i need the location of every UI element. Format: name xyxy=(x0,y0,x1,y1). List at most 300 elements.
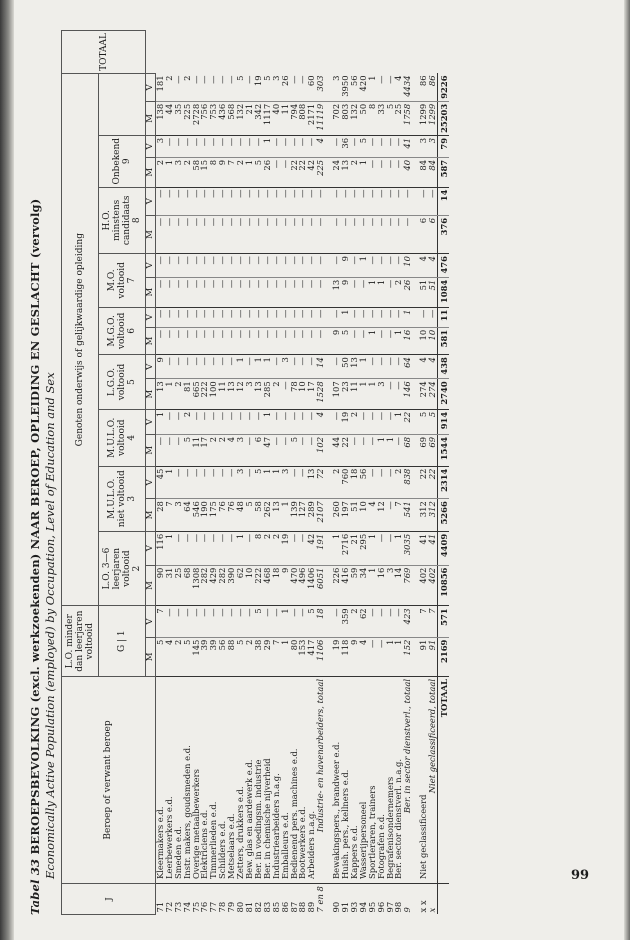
male-value: 753 xyxy=(209,101,218,135)
female-value: 41 xyxy=(428,531,437,565)
occupation-code: 93 xyxy=(348,901,359,913)
male-value: — xyxy=(281,157,290,187)
male-value: — xyxy=(386,157,395,187)
male-value: 11 xyxy=(218,379,227,409)
male-value: — xyxy=(263,277,272,307)
female-value: — xyxy=(174,254,183,278)
male-value: 2 xyxy=(272,379,281,409)
female-value: — xyxy=(183,254,192,278)
male-value: — xyxy=(192,327,201,354)
female-value: 359 xyxy=(341,606,350,637)
male-value: — xyxy=(155,327,164,354)
female-value: 2716 xyxy=(341,531,350,565)
occupation-label: Bewakingspers., brandweer e.d. xyxy=(332,677,341,884)
female-value: — xyxy=(183,355,192,379)
female-value: — xyxy=(290,187,299,215)
male-value: — xyxy=(359,327,368,354)
occupation-code: 77 xyxy=(208,901,219,913)
male-value: 225 xyxy=(183,101,192,135)
female-value: — xyxy=(386,187,395,215)
female-value: 13 xyxy=(307,466,316,499)
table-number: Tabel 33 xyxy=(28,858,42,915)
female-value: — xyxy=(316,187,325,215)
male-value: 58 xyxy=(192,157,201,187)
female-value: 5 xyxy=(263,73,272,101)
male-value: 38 xyxy=(254,637,263,676)
male-value: 274 xyxy=(419,379,428,409)
female-value: — xyxy=(174,355,183,379)
female-value: — xyxy=(272,254,281,278)
female-value: 41 xyxy=(419,531,428,565)
female-value: 1 xyxy=(359,254,368,278)
male-value: — xyxy=(290,215,299,253)
male-value: — xyxy=(165,277,174,307)
subtotal-row xyxy=(428,31,437,915)
occupation-label: Overige metaalbewerkers xyxy=(192,677,201,884)
female-value: — xyxy=(209,254,218,278)
female-value: — xyxy=(419,307,428,327)
male-value: — xyxy=(209,215,218,253)
male-value: — xyxy=(155,215,164,253)
male-value: 68 xyxy=(403,434,412,466)
female-value: 3 xyxy=(281,355,290,379)
male-value: — xyxy=(377,215,386,253)
male-value: 11 xyxy=(192,434,201,466)
female-value: — xyxy=(209,73,218,101)
female-value: 760 xyxy=(341,466,350,499)
male-value: 342 xyxy=(254,101,263,135)
female-value: 3035 xyxy=(403,531,412,565)
male-value: 33 xyxy=(377,101,386,135)
occupation-code: 75 xyxy=(190,901,201,913)
female-value: — xyxy=(263,254,272,278)
female-value: 1 xyxy=(368,73,377,101)
female-value: — xyxy=(341,187,350,215)
male-value: — xyxy=(183,277,192,307)
female-value: — xyxy=(183,466,192,499)
female-value: — xyxy=(245,466,254,499)
male-value: 17 xyxy=(307,379,316,409)
male-value: — xyxy=(281,277,290,307)
male-value: 312 xyxy=(419,499,428,532)
female-value: 5 xyxy=(428,409,437,434)
male-value: 102 xyxy=(316,434,325,466)
female-value: 116 xyxy=(155,531,164,565)
male-value: — xyxy=(386,215,395,253)
female-value: — xyxy=(350,307,359,327)
female-value: — xyxy=(290,135,299,157)
female-value: 1 xyxy=(359,355,368,379)
g-label: G xyxy=(116,644,127,653)
male-value: 10 xyxy=(298,379,307,409)
female-value: — xyxy=(307,355,316,379)
m-header: M xyxy=(146,379,156,409)
male-value: — xyxy=(290,277,299,307)
female-value: 42 xyxy=(307,531,316,565)
female-value: 914 xyxy=(438,409,449,434)
female-value: — xyxy=(368,187,377,215)
male-value: 6 xyxy=(254,434,263,466)
occupation-code: 72 xyxy=(163,901,174,913)
female-value: 19 xyxy=(281,531,290,565)
male-value: 1 xyxy=(394,637,403,676)
male-value: 10 xyxy=(359,499,368,532)
female-value: — xyxy=(290,254,299,278)
male-value: 5 xyxy=(183,434,192,466)
occupation-label: Bew. glas en aardewerk e.d. xyxy=(245,677,254,884)
male-value: 1 xyxy=(368,379,377,409)
female-value: — xyxy=(386,73,395,101)
male-value: — xyxy=(403,215,412,253)
male-value: 34 xyxy=(359,565,368,606)
female-value: — xyxy=(298,531,307,565)
female-value: 1 xyxy=(332,531,341,565)
female-value: 476 xyxy=(438,254,449,278)
occupation-code: 90 xyxy=(331,901,342,913)
female-value: 36 xyxy=(341,135,350,157)
male-value: — xyxy=(394,157,403,187)
female-value: — xyxy=(377,606,386,637)
male-value: 10 xyxy=(245,565,254,606)
female-value: 1 xyxy=(254,355,263,379)
male-value: — xyxy=(394,379,403,409)
female-value: — xyxy=(209,307,218,327)
male-value: 19 xyxy=(332,637,341,676)
male-value: 146 xyxy=(403,379,412,409)
male-value: 6051 xyxy=(316,565,325,606)
male-value: 1 xyxy=(281,499,290,532)
male-value: 2 xyxy=(174,379,183,409)
male-value: 39 xyxy=(200,637,209,676)
male-value: 51 xyxy=(350,499,359,532)
female-value: — xyxy=(245,355,254,379)
male-value: 29 xyxy=(263,637,272,676)
female-value: — xyxy=(307,409,316,434)
female-value: 1 xyxy=(281,606,290,637)
table-title xyxy=(28,25,42,915)
female-value: — xyxy=(272,187,281,215)
male-value: 285 xyxy=(263,379,272,409)
male-value: 175 xyxy=(209,499,218,532)
female-value: 4 xyxy=(316,135,325,157)
female-value: — xyxy=(332,409,341,434)
male-value: — xyxy=(307,327,316,354)
female-value: 423 xyxy=(403,606,412,637)
male-value: 1 xyxy=(377,434,386,466)
female-value: — xyxy=(192,73,201,101)
male-value: 7 xyxy=(227,157,236,187)
female-value: — xyxy=(307,254,316,278)
col2-label: L.O. 3—6 leerjaren voltooid xyxy=(102,547,132,590)
male-value: 16 xyxy=(403,327,412,354)
female-value: 8 xyxy=(254,531,263,565)
occupation-label: Bootwerkers e.d. xyxy=(298,677,307,884)
male-value: 1406 xyxy=(307,565,316,606)
male-value: — xyxy=(359,215,368,253)
female-value: — xyxy=(377,187,386,215)
col1-header: L.O. minder dan leerjaren voltooid xyxy=(62,606,99,677)
female-value: — xyxy=(377,254,386,278)
occupation-label: Smeden e.d. xyxy=(174,677,183,884)
occupation-label: Metselaars e.d. xyxy=(227,677,236,884)
female-value: — xyxy=(377,409,386,434)
female-value: — xyxy=(192,254,201,278)
page-edge xyxy=(624,0,630,940)
male-value: 2 xyxy=(350,157,359,187)
female-value: — xyxy=(174,187,183,215)
male-value: 26 xyxy=(263,157,272,187)
male-value: 44 xyxy=(332,434,341,466)
female-value: 13 xyxy=(350,355,359,379)
female-value: 838 xyxy=(403,466,412,499)
female-value: — xyxy=(394,307,403,327)
female-value: — xyxy=(290,409,299,434)
female-value: 1 xyxy=(272,466,281,499)
female-value: 1 xyxy=(263,135,272,157)
female-value: — xyxy=(245,409,254,434)
male-value: 88 xyxy=(227,637,236,676)
female-value: — xyxy=(368,355,377,379)
female-value: — xyxy=(155,307,164,327)
occupation-code: x xyxy=(427,907,438,913)
occupation-code: x x xyxy=(418,900,429,913)
female-value: — xyxy=(183,606,192,637)
female-value: — xyxy=(165,187,174,215)
male-value: 3 xyxy=(377,379,386,409)
col6-header xyxy=(99,307,146,355)
female-value: 4 xyxy=(419,355,428,379)
male-value: 3 xyxy=(236,434,245,466)
male-value: 5 xyxy=(290,434,299,466)
male-value: — xyxy=(200,277,209,307)
female-value: 1 xyxy=(263,466,272,499)
page-number: 99 xyxy=(571,868,590,883)
female-value: 2314 xyxy=(438,466,449,499)
female-value: — xyxy=(290,73,299,101)
female-value: 420 xyxy=(359,73,368,101)
male-value: 262 xyxy=(263,499,272,532)
male-value: 769 xyxy=(403,565,412,606)
male-value: — xyxy=(377,157,386,187)
v-header: V xyxy=(146,254,156,278)
occupation-code: 94 xyxy=(357,901,368,913)
female-value: 5 xyxy=(236,73,245,101)
male-value: — xyxy=(298,215,307,253)
female-value: 4 xyxy=(419,254,428,278)
male-value: 80 xyxy=(290,637,299,676)
male-value: 5 xyxy=(245,499,254,532)
male-value: 56 xyxy=(218,637,227,676)
female-value: 22 xyxy=(419,466,428,499)
female-value: — xyxy=(298,606,307,637)
col9-num: 9 xyxy=(122,158,132,165)
col7-num: 7 xyxy=(127,277,137,284)
v-header: V xyxy=(146,531,156,565)
total-row xyxy=(438,31,449,915)
male-value: 90 xyxy=(155,565,164,606)
male-value: 58 xyxy=(254,499,263,532)
male-value: 5 xyxy=(254,157,263,187)
female-value: — xyxy=(245,307,254,327)
male-value: — xyxy=(218,215,227,253)
occupation-label: Emballeurs e.d. xyxy=(281,677,290,884)
female-value: — xyxy=(386,355,395,379)
male-value: 8 xyxy=(209,157,218,187)
female-value: — xyxy=(350,254,359,278)
female-value: — xyxy=(332,254,341,278)
male-value: 1 xyxy=(377,277,386,307)
male-value: 5 xyxy=(155,637,164,676)
male-value: 152 xyxy=(403,637,412,676)
female-value: — xyxy=(307,307,316,327)
female-value: — xyxy=(394,254,403,278)
female-value: 18 xyxy=(350,466,359,499)
m-header: M xyxy=(146,565,156,606)
occupation-code: 97 xyxy=(384,901,395,913)
female-value: — xyxy=(350,187,359,215)
female-value: — xyxy=(209,187,218,215)
female-value: 14 xyxy=(316,355,325,379)
male-value: 2740 xyxy=(438,379,449,409)
male-value: — xyxy=(359,277,368,307)
male-value: 9 xyxy=(350,637,359,676)
female-value: — xyxy=(368,307,377,327)
male-value: — xyxy=(298,327,307,354)
male-value: — xyxy=(316,215,325,253)
female-value: — xyxy=(192,307,201,327)
table-title-main: BEROEPSBEVOLKING (excl. werkzoekenden) NAAR BEROEP, OPLEIDING EN GESLACHT (vervolg) xyxy=(28,198,42,855)
female-value: — xyxy=(394,606,403,637)
male-value: 1 xyxy=(165,379,174,409)
male-value: — xyxy=(200,215,209,253)
female-value: — xyxy=(298,135,307,157)
female-value: — xyxy=(281,135,290,157)
female-value: — xyxy=(254,254,263,278)
male-value: 13 xyxy=(272,499,281,532)
male-value: 5 xyxy=(341,327,350,354)
male-value: — xyxy=(316,327,325,354)
m-header: M xyxy=(146,277,156,307)
female-value: — xyxy=(165,254,174,278)
female-value: — xyxy=(403,187,412,215)
occupation-code: 87 xyxy=(288,901,299,913)
female-value: — xyxy=(200,355,209,379)
male-value: 5266 xyxy=(438,499,449,532)
female-value: — xyxy=(307,187,316,215)
male-value: — xyxy=(236,277,245,307)
female-value: — xyxy=(281,307,290,327)
female-value: 5 xyxy=(254,466,263,499)
female-value: 1 xyxy=(263,355,272,379)
male-value: 15 xyxy=(200,157,209,187)
female-value: — xyxy=(227,254,236,278)
male-value: — xyxy=(394,434,403,466)
male-value: 436 xyxy=(218,101,227,135)
male-value: 190 xyxy=(200,499,209,532)
female-value: — xyxy=(368,135,377,157)
occupation-label: Sportleraren, trainers xyxy=(368,677,377,884)
male-value: 145 xyxy=(192,637,201,676)
female-value: — xyxy=(316,307,325,327)
male-value: 76 xyxy=(218,499,227,532)
male-value: 282 xyxy=(218,565,227,606)
female-value: 7 xyxy=(428,606,437,637)
male-value: — xyxy=(281,379,290,409)
male-value: — xyxy=(298,434,307,466)
male-value: 40 xyxy=(272,101,281,135)
occupation-label: Industrie- en havenarbeiders, totaal xyxy=(316,677,325,884)
female-value: — xyxy=(386,606,395,637)
male-value: 8 xyxy=(368,101,377,135)
female-value: — xyxy=(183,187,192,215)
male-value: 2 xyxy=(394,277,403,307)
female-value: — xyxy=(272,135,281,157)
female-value: 9226 xyxy=(438,73,449,101)
male-value: 541 xyxy=(403,499,412,532)
male-value: — xyxy=(218,277,227,307)
female-value: — xyxy=(245,606,254,637)
female-value: — xyxy=(218,466,227,499)
female-value: 295 xyxy=(359,531,368,565)
female-value: 10 xyxy=(403,254,412,278)
male-value: 39 xyxy=(209,637,218,676)
female-value: 2 xyxy=(350,606,359,637)
female-value: — xyxy=(307,135,316,157)
female-value: 50 xyxy=(341,355,350,379)
female-value: 7 xyxy=(155,606,164,637)
male-value: 76 xyxy=(227,499,236,532)
male-value: 260 xyxy=(332,499,341,532)
female-value: 5 xyxy=(254,606,263,637)
female-value: — xyxy=(332,606,341,637)
occupation-label: Ber. in chemische nijverheid xyxy=(263,677,272,884)
rotated-table-block xyxy=(28,25,548,915)
female-value: — xyxy=(332,135,341,157)
male-value: 587 xyxy=(438,157,449,187)
female-value: — xyxy=(332,187,341,215)
female-value: — xyxy=(218,73,227,101)
data-table xyxy=(61,30,449,915)
male-value: 496 xyxy=(298,565,307,606)
female-value: — xyxy=(332,355,341,379)
male-value: 107 xyxy=(332,379,341,409)
female-value: — xyxy=(359,187,368,215)
male-value: 5 xyxy=(183,637,192,676)
male-value: — xyxy=(227,215,236,253)
female-value: 41 xyxy=(403,135,412,157)
female-value: — xyxy=(218,254,227,278)
v-header: V xyxy=(146,606,156,637)
male-value: 84 xyxy=(428,157,437,187)
female-value: 438 xyxy=(438,355,449,379)
female-value: — xyxy=(298,307,307,327)
female-value: 14 xyxy=(438,187,449,215)
female-value: — xyxy=(290,355,299,379)
male-value: 1 xyxy=(281,637,290,676)
occupation-code: 7 en 8 xyxy=(315,886,326,913)
female-value: 86 xyxy=(428,73,437,101)
male-value: 390 xyxy=(227,565,236,606)
female-value: 60 xyxy=(307,73,316,101)
occupation-label: Leerbewerkers e.d. xyxy=(165,677,174,884)
occupation-label: Instr. makers, goudsmeden e.d. xyxy=(183,677,192,884)
female-value: 4 xyxy=(394,73,403,101)
female-value: — xyxy=(209,135,218,157)
female-value: 3 xyxy=(155,135,164,157)
male-value: 2107 xyxy=(316,499,325,532)
female-value: — xyxy=(192,531,201,565)
male-value: 4 xyxy=(227,434,236,466)
